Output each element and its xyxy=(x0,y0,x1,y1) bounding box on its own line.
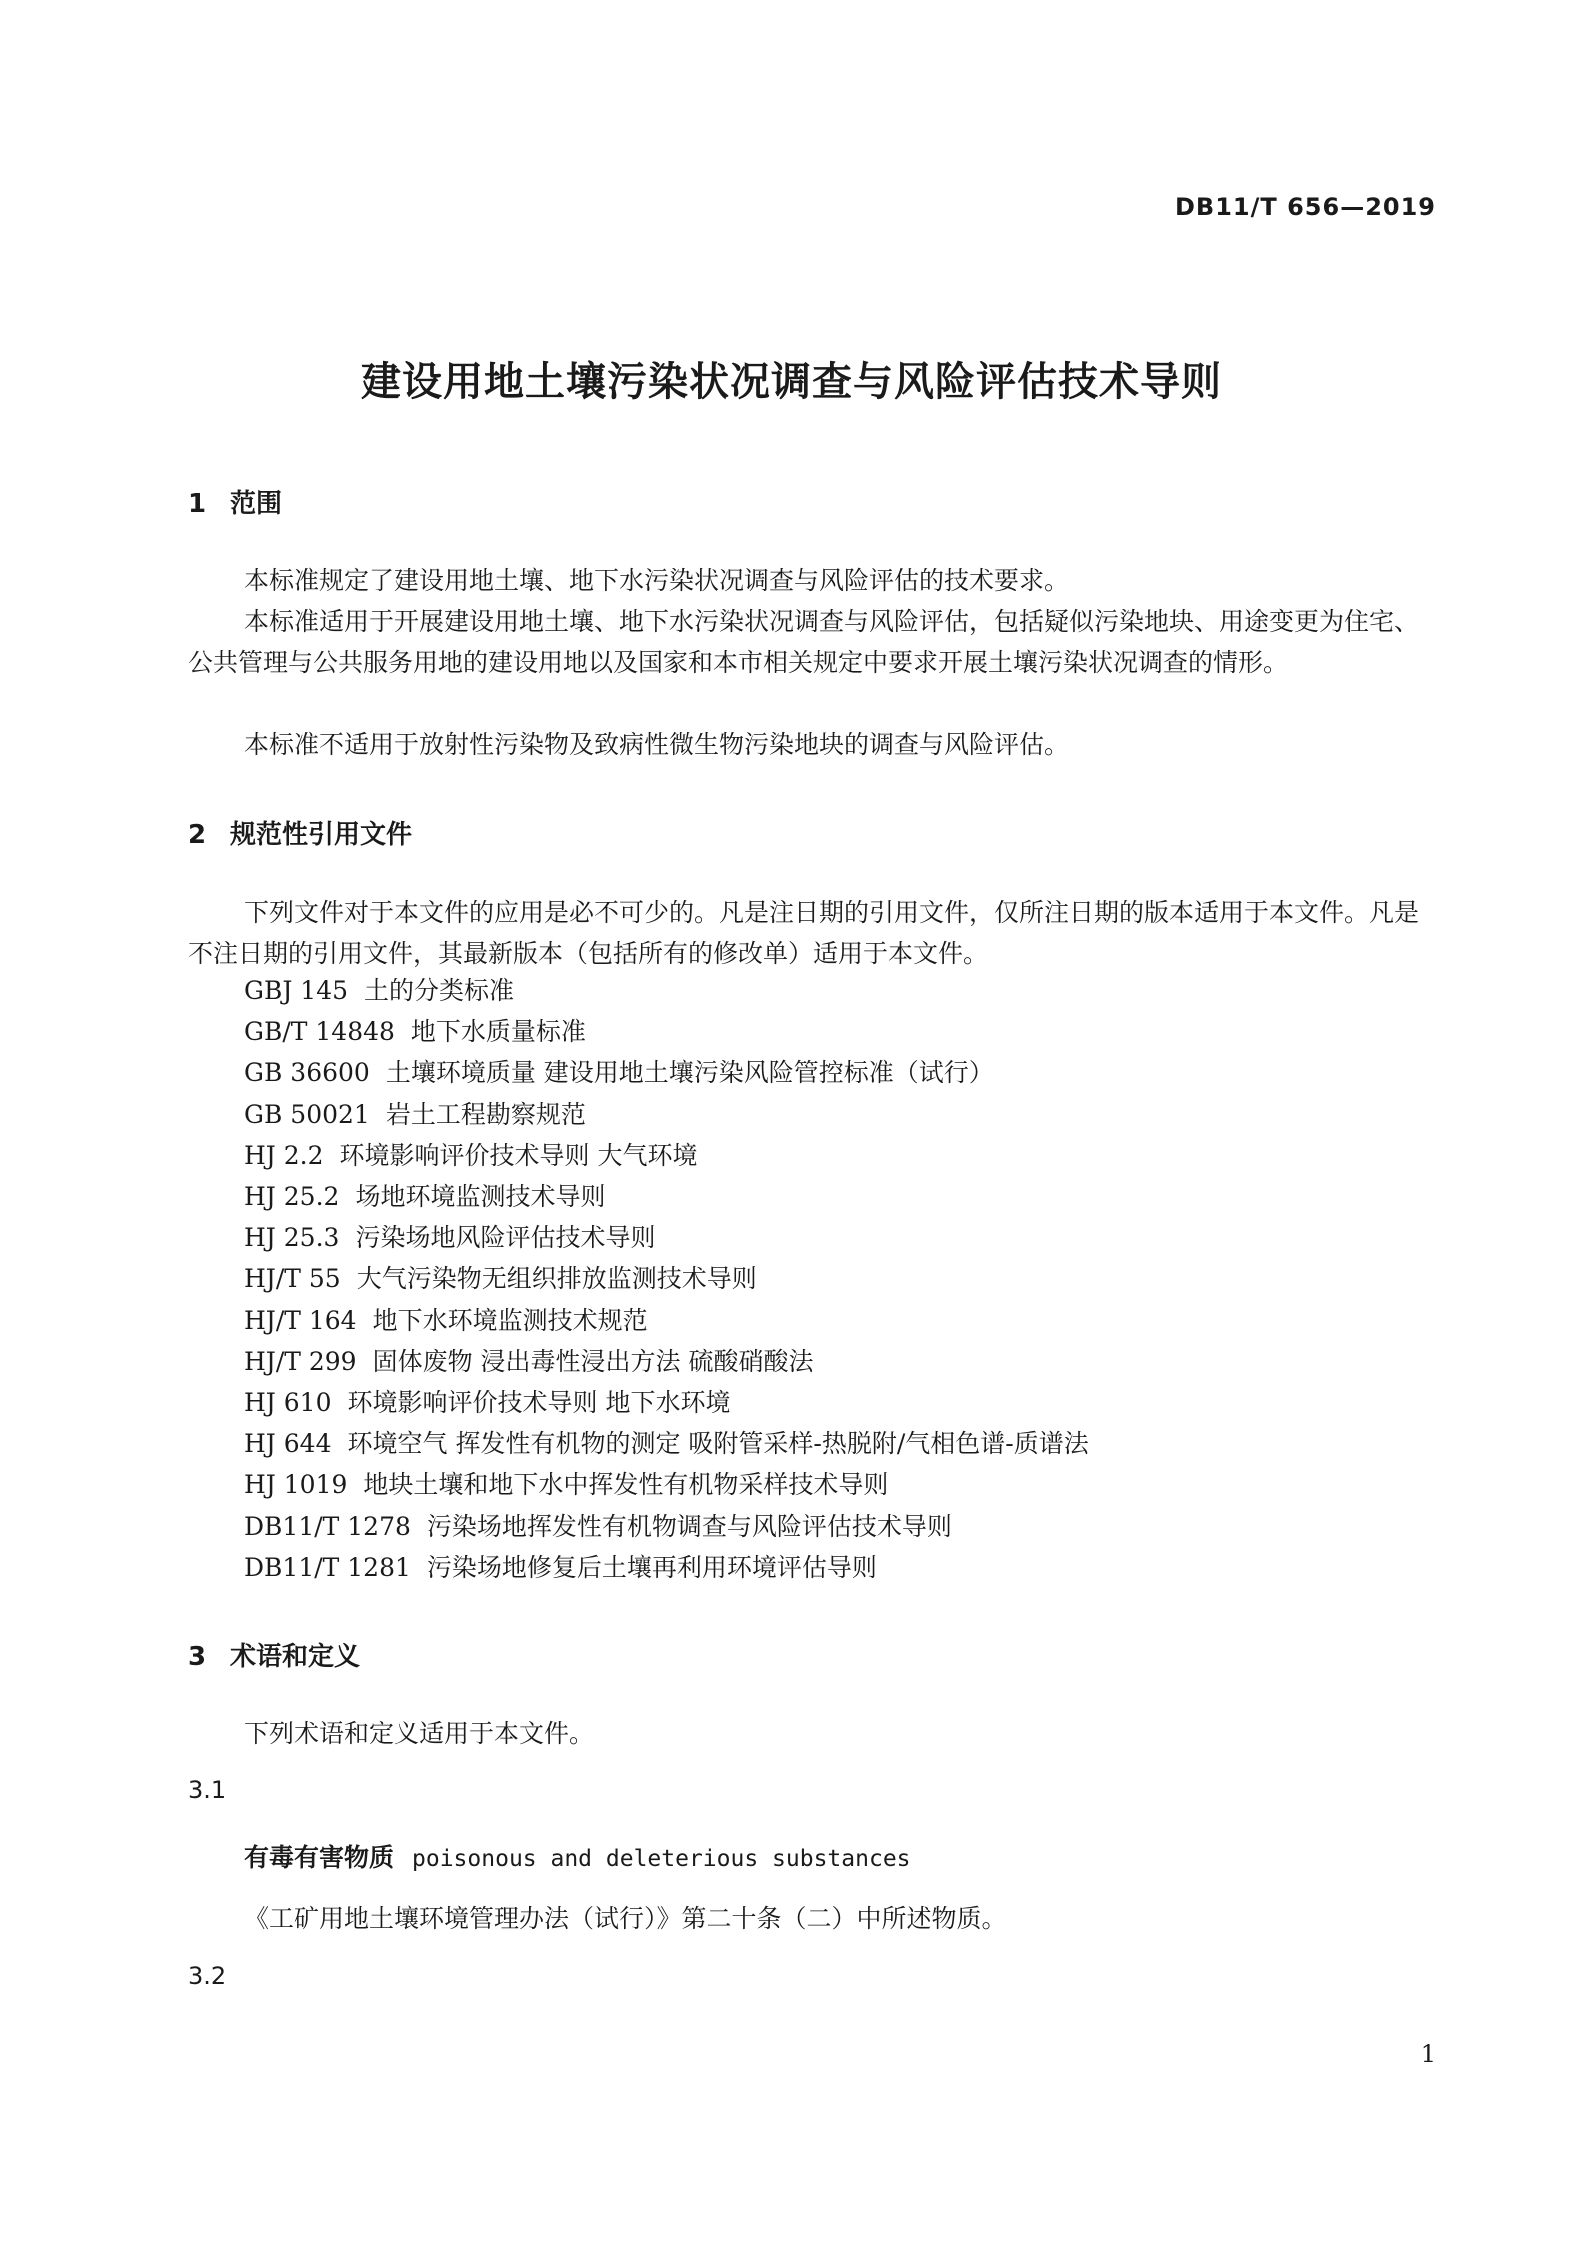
reference-code: GB 50021 xyxy=(244,1100,370,1129)
scope-paragraph-1: 本标准规定了建设用地土壤、地下水污染状况调查与风险评估的技术要求。 xyxy=(244,566,1070,595)
reference-code: HJ 25.2 xyxy=(244,1182,340,1211)
reference-item xyxy=(244,1012,586,1048)
reference-item xyxy=(244,1095,586,1131)
reference-title: 土的分类标准 xyxy=(364,976,515,1005)
reference-title: 环境空气 挥发性有机物的测定 吸附管采样-热脱附/气相色谱-质谱法 xyxy=(347,1429,1089,1458)
reference-title: 污染场地挥发性有机物调查与风险评估技术导则 xyxy=(426,1512,952,1541)
section-3-heading xyxy=(188,1636,360,1673)
reference-code: GB 36600 xyxy=(244,1058,370,1087)
reference-title: 岩土工程勘察规范 xyxy=(385,1100,586,1129)
reference-code: DB11/T 1281 xyxy=(244,1553,411,1582)
reference-title: 土壤环境质量 建设用地土壤污染风险管控标准（试行） xyxy=(385,1058,994,1087)
standard-code: DB11/T 656—2019 xyxy=(1175,193,1436,221)
section-1-heading xyxy=(188,483,282,520)
reference-item xyxy=(244,1465,888,1501)
scope-paragraph-3: 本标准不适用于放射性污染物及致病性微生物污染地块的调查与风险评估。 xyxy=(244,730,1070,759)
reference-title: 固体废物 浸出毒性浸出方法 硫酸硝酸法 xyxy=(372,1347,814,1376)
reference-title: 场地环境监测技术导则 xyxy=(355,1182,606,1211)
reference-code: HJ 1019 xyxy=(244,1470,348,1499)
reference-item xyxy=(244,1218,655,1254)
reference-code: HJ/T 164 xyxy=(244,1306,357,1335)
reference-code: HJ 2.2 xyxy=(244,1141,324,1170)
section-number: 3 xyxy=(188,1642,207,1672)
reference-item xyxy=(244,1507,952,1543)
section-number: 1 xyxy=(188,489,207,519)
reference-title: 地下水环境监测技术规范 xyxy=(372,1306,648,1335)
section-title: 规范性引用文件 xyxy=(230,820,413,850)
reference-item xyxy=(244,1383,730,1419)
reference-code: HJ 610 xyxy=(244,1388,332,1417)
reference-item xyxy=(244,1259,757,1295)
reference-title: 污染场地修复后土壤再利用环境评估导则 xyxy=(426,1553,877,1582)
term-english: poisonous and deleterious substances xyxy=(412,1846,911,1872)
reference-title: 环境影响评价技术导则 大气环境 xyxy=(339,1141,698,1170)
reference-code: GBJ 145 xyxy=(244,976,349,1005)
page-number: 1 xyxy=(1420,2040,1436,2068)
reference-title: 大气污染物无组织排放监测技术导则 xyxy=(356,1264,757,1293)
term-chinese: 有毒有害物质 xyxy=(244,1843,395,1872)
section-title: 术语和定义 xyxy=(230,1642,361,1672)
reference-item xyxy=(244,1301,648,1337)
reference-item xyxy=(244,1342,814,1378)
reference-code: HJ/T 299 xyxy=(244,1347,357,1376)
scope-paragraph-2: 本标准适用于开展建设用地土壤、地下水污染状况调查与风险评估，包括疑似污染地块、用途变更为住宅、公共管理与公共服务用地的建设用地以及国家和本市相关规定中要求开展土壤污染状况调查的情形。 xyxy=(188,607,1420,677)
clause-number: 3.2 xyxy=(188,1962,227,1990)
reference-title: 污染场地风险评估技术导则 xyxy=(355,1223,656,1252)
reference-title: 环境影响评价技术导则 地下水环境 xyxy=(347,1388,731,1417)
reference-item xyxy=(244,1177,605,1213)
reference-code: DB11/T 1278 xyxy=(244,1512,411,1541)
reference-item xyxy=(244,1136,697,1172)
term-entry xyxy=(244,1838,911,1874)
section-title: 范围 xyxy=(230,489,283,519)
reference-item xyxy=(244,1548,877,1584)
reference-code: HJ 644 xyxy=(244,1429,332,1458)
clause-number: 3.1 xyxy=(188,1776,227,1804)
reference-code: HJ/T 55 xyxy=(244,1264,341,1293)
reference-title: 地块土壤和地下水中挥发性有机物采样技术导则 xyxy=(363,1470,889,1499)
document-title: 建设用地土壤污染状况调查与风险评估技术导则 xyxy=(361,359,1222,405)
term-definition: 《工矿用地土壤环境管理办法（试行）》第二十条（二）中所述物质。 xyxy=(244,1904,1007,1933)
section-2-heading xyxy=(188,814,412,851)
reference-item xyxy=(244,971,514,1007)
references-intro: 下列文件对于本文件的应用是必不可少的。凡是注日期的引用文件，仅所注日期的版本适用于本文件。凡是不注日期的引用文件，其最新版本（包括所有的修改单）适用于本文件。 xyxy=(188,898,1420,968)
reference-item xyxy=(244,1424,1089,1460)
reference-code: GB/T 14848 xyxy=(244,1017,395,1046)
section-number: 2 xyxy=(188,820,207,850)
reference-code: HJ 25.3 xyxy=(244,1223,340,1252)
reference-item xyxy=(244,1053,994,1089)
reference-title: 地下水质量标准 xyxy=(410,1017,586,1046)
terms-intro: 下列术语和定义适用于本文件。 xyxy=(244,1719,595,1748)
